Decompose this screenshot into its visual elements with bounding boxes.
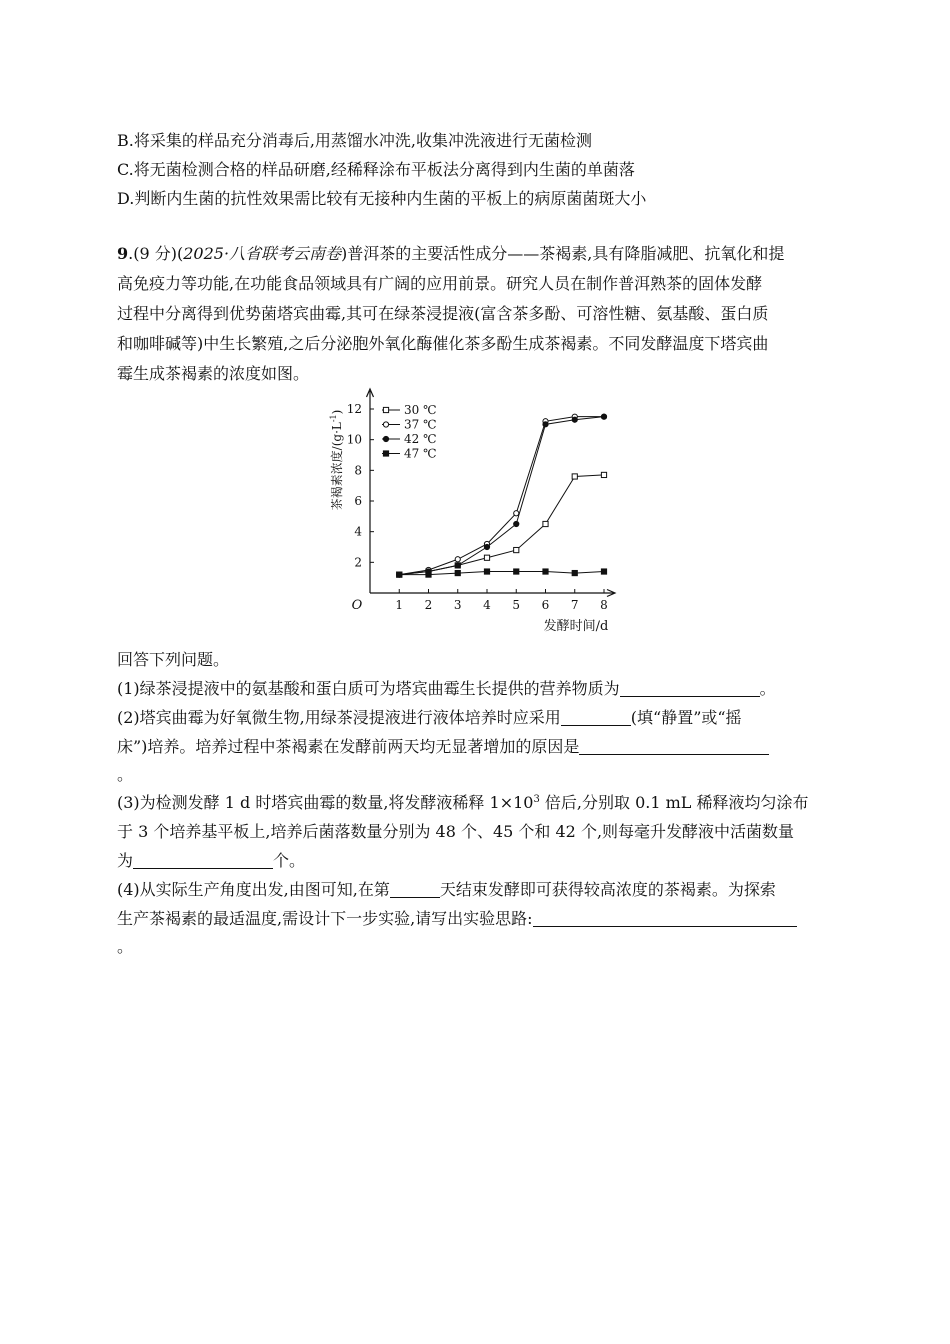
legend-label: 47 ℃ xyxy=(404,446,437,461)
data-point xyxy=(484,555,489,560)
sub-question-4-line-2 xyxy=(117,909,797,929)
intro-line-3: 过程中分离得到优势菌塔宾曲霉,其可在绿茶浸提液(富含茶多酚、可溶性糖、氨基酸、蛋白质 xyxy=(117,304,769,323)
legend-marker xyxy=(383,422,388,427)
answer-prompt: 回答下列问题。 xyxy=(117,650,230,669)
q4-text-2: 生产茶褐素的最适温度,需设计下一步实验,请写出实验思路: xyxy=(117,909,533,928)
x-tick-label: 7 xyxy=(570,598,579,612)
x-tick-label: 5 xyxy=(512,598,521,612)
legend-entry xyxy=(382,403,437,417)
legend-entry xyxy=(382,418,437,432)
chart-legend xyxy=(382,403,437,461)
concentration-line-chart xyxy=(326,378,626,640)
sub-question-2-line-2 xyxy=(117,737,769,757)
data-point xyxy=(426,572,431,577)
q4-text-1b: 天结束发酵即可获得较高浓度的茶褐素。为探索 xyxy=(439,880,776,899)
data-point xyxy=(484,569,489,574)
data-point xyxy=(543,521,548,526)
sub-question-3-line-1 xyxy=(117,793,809,813)
q3-answer-blank[interactable] xyxy=(133,852,273,869)
q4-text-1a: (4)从实际生产角度出发,由图可知,在第 xyxy=(117,880,390,899)
legend-entry xyxy=(382,447,437,461)
data-point xyxy=(514,547,519,552)
legend-marker xyxy=(383,451,388,456)
y-tick-label: 4 xyxy=(354,524,362,539)
data-point xyxy=(572,570,577,575)
data-point xyxy=(601,414,606,419)
chart-ticks xyxy=(347,402,608,612)
data-point xyxy=(543,422,548,427)
series-line xyxy=(399,475,604,575)
q2-answer-blank-2[interactable] xyxy=(579,738,769,755)
legend-marker xyxy=(383,436,388,441)
data-point xyxy=(601,472,606,477)
x-axis-label: 发酵时间/d xyxy=(543,619,609,634)
data-point xyxy=(514,569,519,574)
legend-label: 30 ℃ xyxy=(404,403,437,417)
y-axis-label-close: ) xyxy=(330,409,344,415)
data-point xyxy=(484,544,489,549)
y-tick-label: 2 xyxy=(354,555,362,570)
data-point xyxy=(397,572,402,577)
q1-answer-blank[interactable] xyxy=(620,680,760,697)
option-d: D.判断内生菌的抗性效果需比较有无接种内生菌的平板上的病原菌菌斑大小 xyxy=(117,189,647,208)
q2-text-1: (2)塔宾曲霉为好氧微生物,用绿茶浸提液进行液体培养时应采用 xyxy=(117,708,561,727)
q1-text: (1)绿茶浸提液中的氨基酸和蛋白质可为塔宾曲霉生长提供的营养物质为 xyxy=(117,679,620,698)
x-tick-label: 8 xyxy=(600,598,608,612)
question-source: 2025·八省联考云南卷 xyxy=(183,244,342,263)
data-point xyxy=(543,569,548,574)
data-point xyxy=(514,521,519,526)
intro-line-4: 和咖啡碱等)中生长繁殖,之后分泌胞外氧化酶催化茶多酚生成茶褐素。不同发酵温度下塔宾曲 xyxy=(117,334,769,353)
q3-text-1b: 倍后,分别取 0.1 mL 稀释液均匀涂布 xyxy=(539,793,809,812)
legend-label: 42 ℃ xyxy=(404,432,437,446)
legend-marker xyxy=(383,407,388,412)
sub-question-1 xyxy=(117,679,776,699)
q2-text-1-tail: (填“静置”或“摇 xyxy=(630,708,742,727)
legend-entry xyxy=(382,432,437,446)
y-tick-label: 10 xyxy=(346,432,362,447)
origin-label: O xyxy=(351,598,363,613)
data-point xyxy=(455,563,460,568)
q4-end: 。 xyxy=(117,937,134,956)
option-b: B.将采集的样品充分消毒后,用蒸馏水冲洗,收集冲洗液进行无菌检测 xyxy=(117,131,593,150)
question-number: 9 xyxy=(117,244,129,263)
data-point xyxy=(455,570,460,575)
q2-text-2: 床”)培养。培养过程中茶褐素在发酵前两天均无显著增加的原因是 xyxy=(117,737,580,756)
y-tick-label: 12 xyxy=(346,402,362,416)
q2-end: 。 xyxy=(117,765,134,784)
intro-line-5: 霉生成茶褐素的浓度如图。 xyxy=(117,364,310,383)
q2-answer-blank-1[interactable] xyxy=(561,709,631,726)
question-9-header xyxy=(117,244,784,264)
x-tick-label: 3 xyxy=(453,598,462,612)
data-point xyxy=(514,511,519,516)
data-point xyxy=(572,417,577,422)
x-tick-label: 2 xyxy=(424,598,433,612)
y-tick-label: 8 xyxy=(354,463,362,478)
y-axis-label xyxy=(329,410,344,511)
sub-question-3-line-2: 于 3 个培养基平板上,培养后菌落数量分别为 48 个、45 个和 42 个,则每毫升发酵液中活菌数量 xyxy=(117,822,795,841)
q3-text-3a: 为 xyxy=(117,851,134,870)
q4-answer-blank-1[interactable] xyxy=(390,881,440,898)
x-tick-label: 4 xyxy=(483,598,491,612)
sub-question-2-line-1 xyxy=(117,708,742,728)
y-tick-label: 6 xyxy=(354,494,362,508)
q3-text-3b: 个。 xyxy=(273,851,306,870)
y-axis-label-main: 茶褐素浓度/(g·L xyxy=(330,422,344,511)
series-1 xyxy=(397,472,607,577)
sub-question-4-line-1 xyxy=(117,880,776,900)
intro-line-2: 高免疫力等功能,在功能食品领域具有广阔的应用前景。研究人员在制作普洱熟茶的固体发酵 xyxy=(117,274,763,293)
intro-line-1: )普洱茶的主要活性成分——茶褐素,具有降脂减肥、抗氧化和提 xyxy=(341,244,785,263)
data-point xyxy=(455,557,460,562)
q1-end: 。 xyxy=(759,679,776,698)
sub-question-3-line-3 xyxy=(117,851,305,871)
x-tick-label: 1 xyxy=(395,598,404,612)
q3-text-1a: (3)为检测发酵 1 d 时塔宾曲霉的数量,将发酵液稀释 1×10 xyxy=(117,793,534,812)
q3-exponent: 3 xyxy=(533,794,540,805)
q4-answer-blank-2[interactable] xyxy=(533,910,797,927)
y-axis-label-exp: -1 xyxy=(329,414,338,423)
data-point xyxy=(601,569,606,574)
legend-label: 37 ℃ xyxy=(404,417,437,432)
question-score: .(9 分)( xyxy=(128,244,184,263)
data-point xyxy=(572,474,577,479)
option-c: C.将无菌检测合格的样品研磨,经稀释涂布平板法分离得到内生菌的单菌落 xyxy=(117,160,635,179)
x-tick-label: 6 xyxy=(541,598,550,612)
